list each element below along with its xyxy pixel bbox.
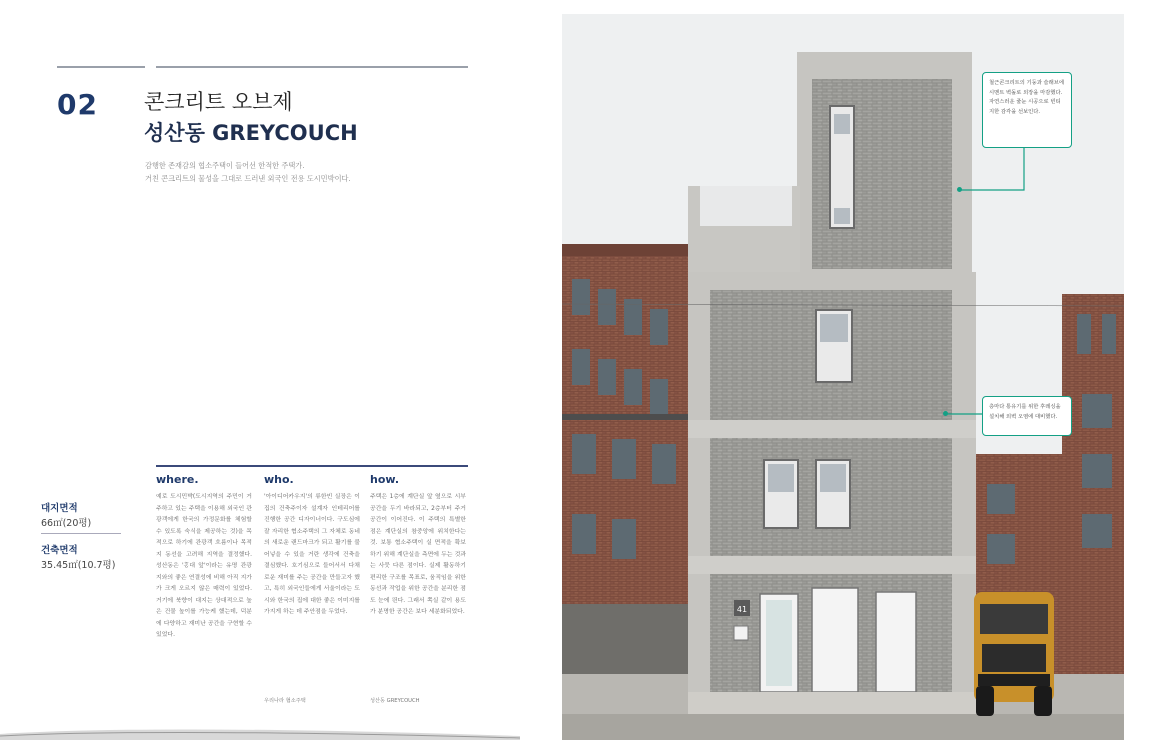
callout-flashing: 층마다 통유기를 위한 후레싱을 설치해 외벽 오염에 대비했다. xyxy=(982,396,1072,436)
callout-dot xyxy=(943,411,948,416)
chapter-number: 02 xyxy=(57,88,98,121)
stat-value-building-area: 35.45㎡(10.7평) xyxy=(41,560,116,571)
column-how xyxy=(370,473,466,619)
chapter-rule xyxy=(57,66,145,68)
column-heading: who. xyxy=(264,473,294,486)
jeep xyxy=(974,592,1054,716)
stat-separator xyxy=(41,533,121,534)
intro-text: 감행한 존재감의 협소주택이 들어선 한적한 주택가. 거친 콘크리트의 물성을 그대로 드러낸 외국인 전용 도시민박이다. xyxy=(145,161,351,183)
column-where xyxy=(156,473,252,642)
column-heading: how. xyxy=(370,473,400,486)
footer-right: 성산동 GREYCOUCH xyxy=(370,698,420,704)
stat-label-site-area: 대지면적 xyxy=(41,503,78,514)
title-rule xyxy=(156,66,468,68)
column-body: 주택은 1층에 계단실 앞 옆으로 시부공간을 두기 바라되고, 2층부터 주거공간이 이어진다. 이 주택의 특별한 점은 계단실의 참중앙에 위치한다는 것. 보통 협소주택이 실 면적을 확보하기 위해 계단실을 측면에 두는 것과는 사뭇 다른 점이다. 실제 활동하기 편리한 구조를 목표로, 움직임을 위한 동선과 작업을 위한 공간을 분리한 점도 눈에 띈다. 그래서 쪽실 같이 용도가 분명한 공간은 보다 세분화되었다. xyxy=(370,494,466,615)
page-curl-shadow xyxy=(0,724,520,740)
title-line-2: 성산동 GREYCOUCH xyxy=(144,121,358,145)
house-number: 41 xyxy=(736,605,748,614)
footer-left: 우리나라 협소주택 xyxy=(264,698,306,704)
column-heading: where. xyxy=(156,473,199,486)
stat-label-building-area: 건축면적 xyxy=(41,545,78,556)
stat-value-site-area: 66㎡(20평) xyxy=(41,518,92,529)
columns-rule xyxy=(156,465,468,467)
callout-dot xyxy=(957,187,962,192)
column-who xyxy=(264,473,360,619)
building-photo xyxy=(562,14,1124,740)
column-body: '아이디어카우지'의 류한빈 실장은 이 집의 건축주이자 설계자 인테리어를 진행한 공간 디자이너이다. 구도심에 잘 자리한 협소주택의 그 자체로 동네의 새로운 랜드마크가 되고 활기를 불어넣을 수 있을 거란 생각에 건축을 결심했다. 호기심으로 들어서서 다채로운 재미를 주는 공간을 만들고자 했고, 특히 외국인들에게 서울이라는 도시와 한국의 집에 대한 좋은 이미지를 가지게 하는 데 주안점을 두었다. xyxy=(264,494,360,615)
title-line-1: 콘크리트 오브제 xyxy=(144,90,293,114)
column-body: 예로 도시민박(도시지역의 주민이 거주하고 있는 주택을 이용해 외국인 관광객에게 한국의 가정문화를 체험할 수 있도록 숙식을 제공하는 것)을 목적으로 하기에 관광객 흐름이나 목적지 동선을 고려해 지역을 결정했다. 성산동은 '홍대 앞'이라는 유명 관광지와의 좋은 연결성에 비해 아직 지가가 크게 오르지 않은 매력이 있었다. 거기에 북향이 대지는 상대적으로 높은 건물 높이를 가능케 했는데, 덕분에 다양하고 재미난 공간을 구현할 수 있었다. xyxy=(156,494,252,638)
left-page xyxy=(0,0,520,740)
callout-brick: 철근콘크리트의 기둥과 슬래브에 시멘트 벽돌로 외장을 마감했다. 자연스러운 줄눈 시공으로 빈티지한 감각을 선보인다. xyxy=(982,72,1072,148)
